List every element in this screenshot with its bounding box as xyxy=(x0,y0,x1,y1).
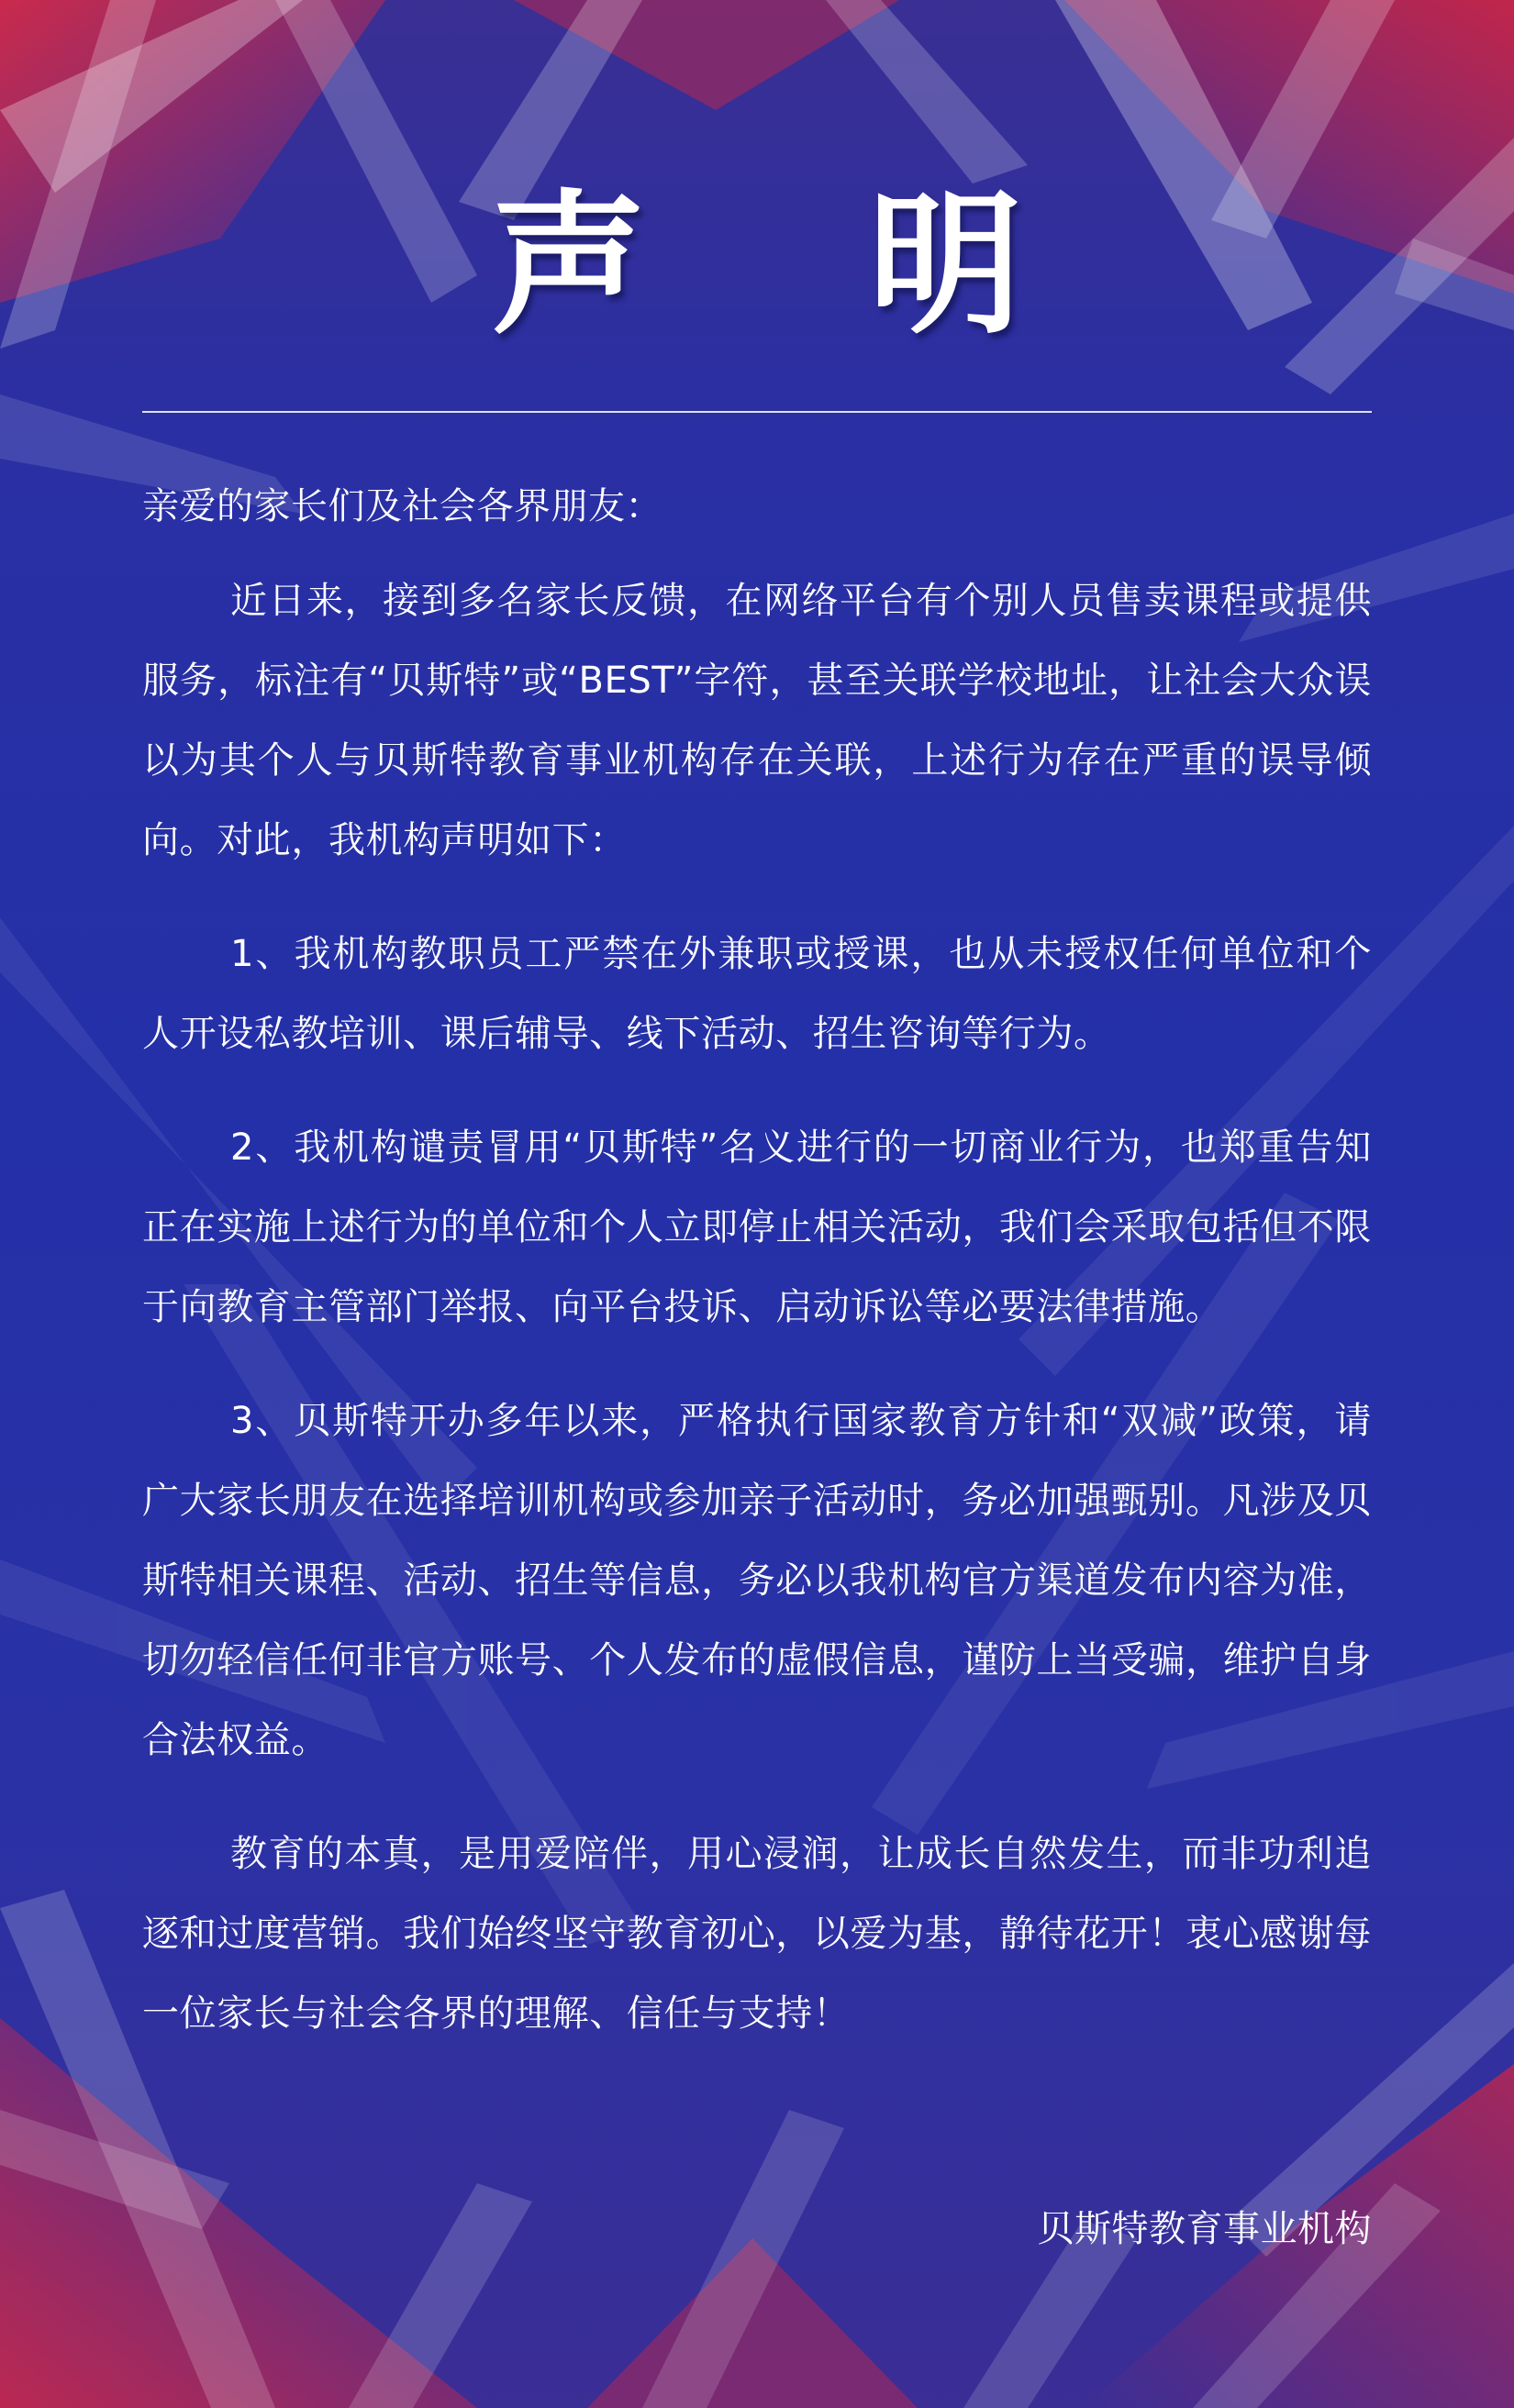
salutation: 亲爱的家长们及社会各界朋友： xyxy=(142,485,662,527)
paragraph-intro: 近日来，接到多名家长反馈，在网络平台有个别人员售卖课程或提供服务，标注有“贝斯特”或“BEST”字符，甚至关联学校地址，让社会大众误以为其个人与贝斯特教育事业机构存在关联，上述行为存在严重的误导倾向。对此，我机构声明如下： xyxy=(142,580,1372,861)
signature: 贝斯特教育事业机构 xyxy=(1037,2208,1372,2250)
statement-body xyxy=(142,561,1372,2088)
statement-content xyxy=(142,0,1372,2408)
paragraph-point-1: 1、我机构教职员工严禁在外兼职或授课，也从未授权任何单位和个人开设私教培训、课后辅导、线下活动、招生咨询等行为。 xyxy=(142,933,1372,1055)
page-title: 声 明 xyxy=(491,175,1108,355)
paragraph-point-3: 3、贝斯特开办多年以来，严格执行国家教育方针和“双减”政策，请广大家长朋友在选择培训机构或参加亲子活动时，务必加强甄别。凡涉及贝斯特相关课程、活动、招生等信息，务必以我机构官方渠道发布内容为准，切勿轻信任何非官方账号、个人发布的虚假信息，谨防上当受骗，维护自身合法权益。 xyxy=(142,1400,1372,1761)
title-divider xyxy=(142,411,1372,413)
paragraph-closing: 教育的本真，是用爱陪伴，用心浸润，让成长自然发生，而非功利追逐和过度营销。我们始终坚守教育初心，以爱为基，静待花开！衷心感谢每一位家长与社会各界的理解、信任与支持！ xyxy=(142,1833,1372,2035)
paragraph-point-2: 2、我机构谴责冒用“贝斯特”名义进行的一切商业行为，也郑重告知正在实施上述行为的单位和个人立即停止相关活动，我们会采取包括但不限于向教育主管部门举报、向平台投诉、启动诉讼等必要法律措施。 xyxy=(142,1126,1372,1328)
